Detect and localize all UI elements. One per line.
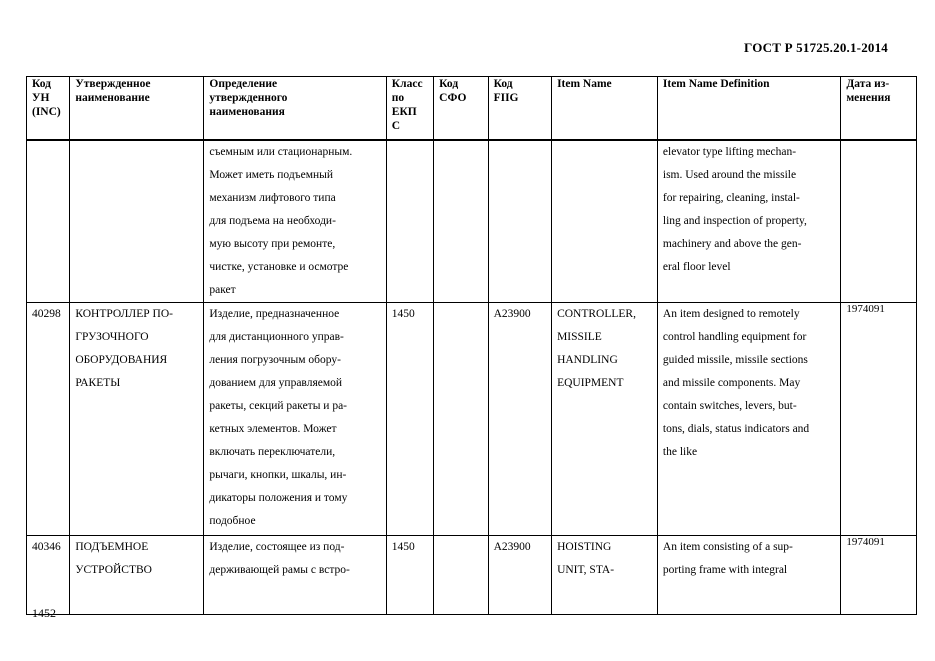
header-line: (INC) <box>32 106 61 118</box>
date-cell <box>841 140 917 303</box>
cell-line: ракет <box>209 284 236 296</box>
item-name-cell <box>552 140 658 303</box>
column-header-definition-ru <box>204 77 386 141</box>
class-cell <box>386 140 433 303</box>
header-line: наименование <box>75 92 150 104</box>
cell-line: ракеты, секций ракеты и ра- <box>209 400 348 412</box>
definition-ru-cell <box>204 303 386 536</box>
cell-line: for repairing, cleaning, instal- <box>662 192 800 204</box>
cell-line: УСТРОЙСТВО <box>75 564 152 576</box>
cell-line: tons, dials, status indicators and <box>662 423 810 435</box>
cell-line: КОНТРОЛЛЕР ПО- <box>75 308 173 320</box>
cell-line: HANDLING <box>557 354 618 366</box>
cell-line: Изделие, состоящее из под- <box>209 541 345 553</box>
cell-line: An item designed to remotely <box>662 308 800 320</box>
cell-line: мую высоту при ремонте, <box>209 238 336 250</box>
item-name-cell <box>552 536 658 615</box>
header-line: ЕКП <box>391 106 417 118</box>
cell-line: MISSILE <box>557 331 602 343</box>
table-row <box>27 536 917 615</box>
header-line: Класс <box>391 78 423 90</box>
header-line: по <box>391 92 405 104</box>
cell-line: рычаги, кнопки, шкалы, ин- <box>209 469 347 481</box>
column-header-name-ru <box>70 77 204 141</box>
cell-line: contain switches, levers, but- <box>662 400 797 412</box>
cell-line: the like <box>662 446 698 458</box>
cell-line: ления погрузочным обору- <box>209 354 341 366</box>
cell-line: HOISTING <box>557 541 612 553</box>
sfo-cell <box>434 536 488 615</box>
inc-cell <box>27 140 70 303</box>
fiig-cell <box>488 140 551 303</box>
cell-line: РАКЕТЫ <box>75 377 121 389</box>
table-body <box>27 140 917 615</box>
cell-line: механизм лифтового типа <box>209 192 336 204</box>
cell-line: EQUIPMENT <box>557 377 624 389</box>
header-line: УН <box>32 92 50 104</box>
cell-line: porting frame with integral <box>662 564 788 576</box>
header-line: менения <box>846 92 891 104</box>
cell-line: CONTROLLER, <box>557 308 636 320</box>
cell-line: для дистанционного управ- <box>209 331 344 343</box>
definition-ru-cell <box>204 140 386 303</box>
column-header-date <box>841 77 917 141</box>
header-line: Item Name Definition <box>662 78 770 90</box>
definition-en-cell <box>657 140 840 303</box>
header-line: Код <box>439 78 459 90</box>
header-line: Определение <box>209 78 278 90</box>
fiig-cell: A23900 <box>488 536 551 615</box>
catalog-table <box>26 76 917 615</box>
cell-line: control handling equipment for <box>662 331 807 343</box>
cell-line: держивающей рамы с встро- <box>209 564 350 576</box>
date-cell: 1974091 <box>841 536 917 615</box>
header-line: утвержденного <box>209 92 288 104</box>
fiig-cell: A23900 <box>488 303 551 536</box>
header-line: наименования <box>209 106 285 118</box>
table-header-row <box>27 77 917 141</box>
class-cell: 1450 <box>386 536 433 615</box>
table-row <box>27 303 917 536</box>
cell-line: and missile components. May <box>662 377 801 389</box>
inc-cell: 40298 <box>27 303 70 536</box>
name-ru-cell <box>70 303 204 536</box>
cell-line: ism. Used around the missile <box>662 169 797 181</box>
date-cell: 1974091 <box>841 303 917 536</box>
cell-line: дованием для управляемой <box>209 377 343 389</box>
cell-line: Изделие, предназначенное <box>209 308 340 320</box>
cell-line: ОБОРУДОВАНИЯ <box>75 354 168 366</box>
inc-cell: 40346 <box>27 536 70 615</box>
cell-line: ПОДЪЕМНОЕ <box>75 541 149 553</box>
header-line: Item Name <box>557 78 612 90</box>
header-line: Дата из- <box>846 78 890 90</box>
sfo-cell <box>434 140 488 303</box>
cell-line: подобное <box>209 515 256 527</box>
definition-en-cell <box>657 536 840 615</box>
page-number: 1452 <box>32 606 56 620</box>
column-header-inc <box>27 77 70 141</box>
name-ru-cell <box>70 536 204 615</box>
cell-line: elevator type lifting mechan- <box>662 146 797 158</box>
document-standard-header: ГОСТ Р 51725.20.1-2014 <box>744 40 888 55</box>
cell-line: machinery and above the gen- <box>662 238 802 250</box>
table-row <box>27 140 917 303</box>
cell-line: включать переключатели, <box>209 446 336 458</box>
column-header-class <box>386 77 433 141</box>
header-line: СФО <box>439 92 467 104</box>
sfo-cell <box>434 303 488 536</box>
cell-line: eral floor level <box>662 261 731 273</box>
cell-line: съемным или стационарным. <box>209 146 353 158</box>
cell-line: An item consisting of a sup- <box>662 541 793 553</box>
definition-en-cell <box>657 303 840 536</box>
cell-line: кетных элементов. Может <box>209 423 337 435</box>
class-cell: 1450 <box>386 303 433 536</box>
cell-line: ling and inspection of property, <box>662 215 807 227</box>
header-line: Код <box>493 78 513 90</box>
column-header-item-name <box>552 77 658 141</box>
header-line: Код <box>32 78 52 90</box>
cell-line: UNIT, STA- <box>557 564 615 576</box>
item-name-cell <box>552 303 658 536</box>
name-ru-cell <box>70 140 204 303</box>
cell-line: чистке, установке и осмотре <box>209 261 349 273</box>
column-header-definition-en <box>657 77 840 141</box>
column-header-sfo <box>434 77 488 141</box>
header-line: FIIG <box>493 92 519 104</box>
column-header-fiig <box>488 77 551 141</box>
cell-line: Может иметь подъемный <box>209 169 334 181</box>
cell-line: для подъема на необходи- <box>209 215 336 227</box>
header-line: С <box>391 120 401 132</box>
header-line: Утвержденное <box>75 78 151 90</box>
cell-line: guided missile, missile sections <box>662 354 808 366</box>
cell-line: дикаторы положения и тому <box>209 492 348 504</box>
cell-line: ГРУЗОЧНОГО <box>75 331 149 343</box>
definition-ru-cell <box>204 536 386 615</box>
